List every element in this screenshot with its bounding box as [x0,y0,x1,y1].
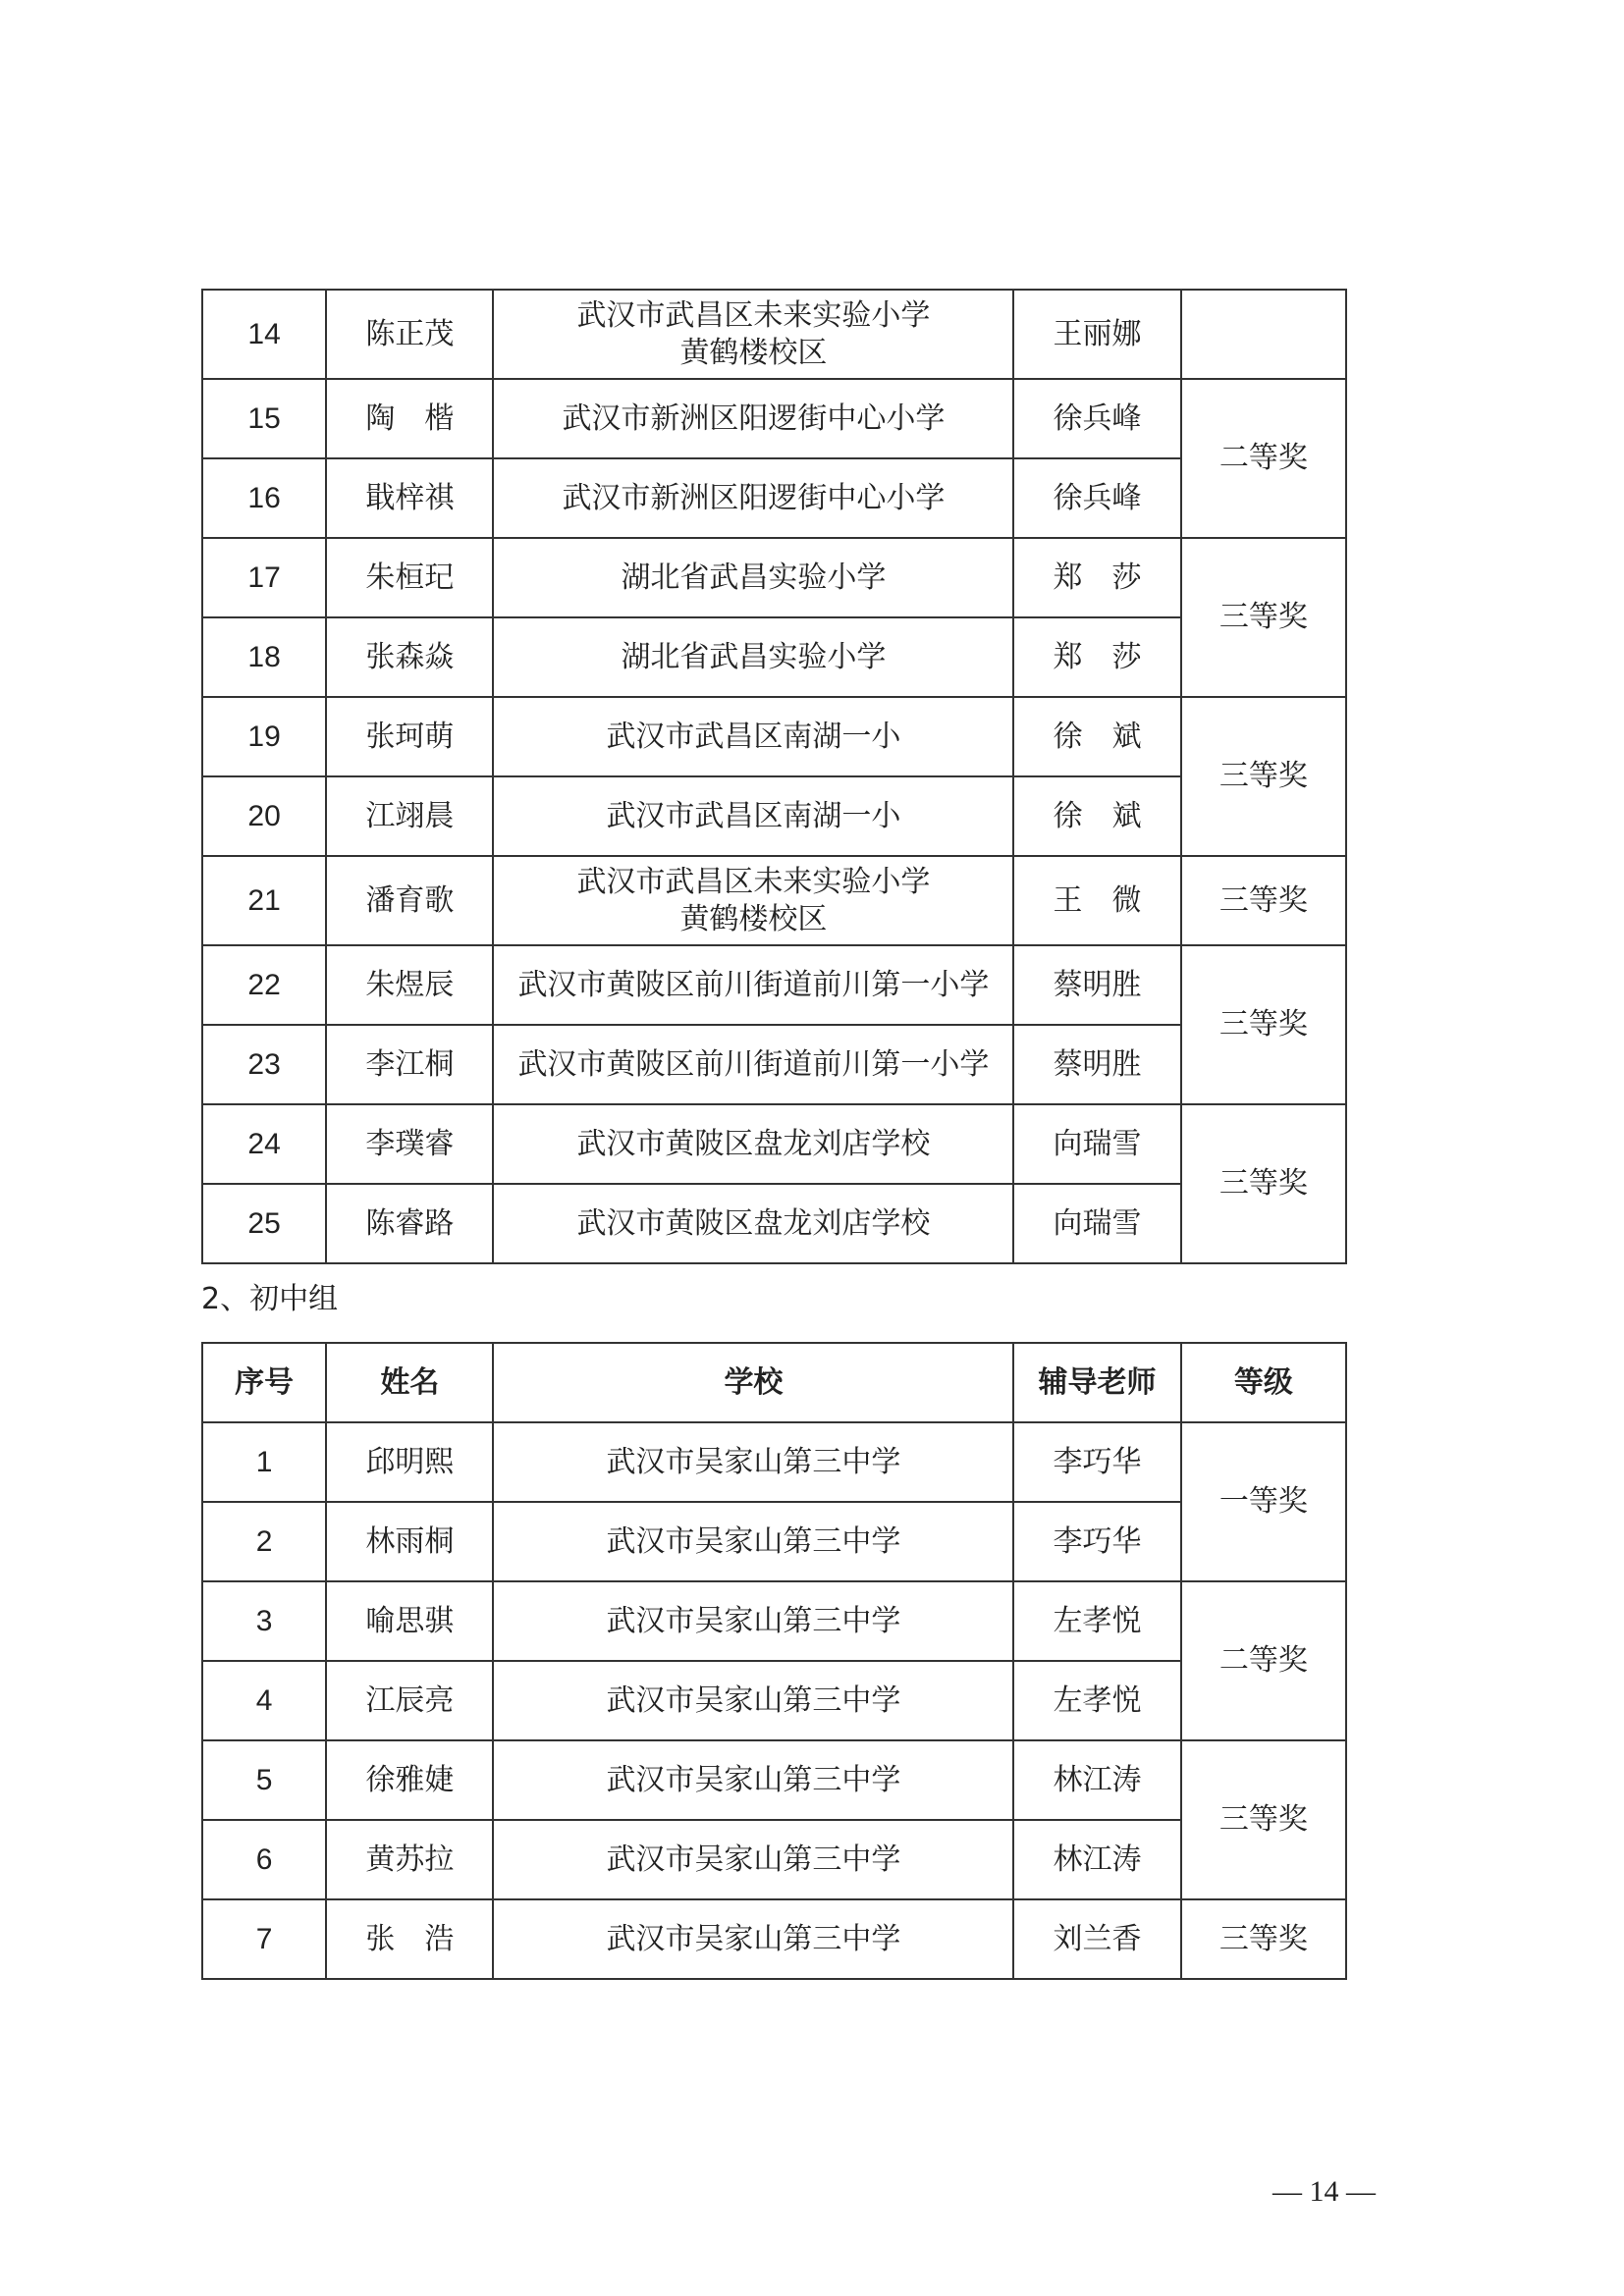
cell-school: 湖北省武昌实验小学 [493,538,1013,617]
table-row [202,1581,1346,1661]
cell-school: 武汉市黄陂区盘龙刘店学校 [493,1184,1013,1263]
cell-school: 武汉市新洲区阳逻街中心小学 [493,379,1013,458]
cell-school: 武汉市吴家山第三中学 [493,1422,1013,1502]
cell-no: 20 [202,776,326,856]
table-row [202,697,1346,776]
table-row [202,1820,1346,1899]
cell-name: 黄苏拉 [326,1820,493,1899]
cell-school: 武汉市吴家山第三中学 [493,1899,1013,1979]
table-row [202,290,1346,379]
header-name: 姓名 [326,1343,493,1422]
cell-name: 张 浩 [326,1899,493,1979]
cell-school: 武汉市吴家山第三中学 [493,1820,1013,1899]
cell-no: 7 [202,1899,326,1979]
cell-school: 武汉市武昌区未来实验小学 黄鹤楼校区 [493,856,1013,945]
table-row [202,1104,1346,1184]
cell-school: 武汉市吴家山第三中学 [493,1740,1013,1820]
cell-school: 武汉市吴家山第三中学 [493,1661,1013,1740]
table-row [202,1184,1346,1263]
cell-no: 24 [202,1104,326,1184]
cell-teacher: 王丽娜 [1013,290,1180,379]
cell-school: 武汉市黄陂区前川街道前川第一小学 [493,945,1013,1025]
table-row [202,945,1346,1025]
cell-teacher: 徐 斌 [1013,776,1180,856]
table-row [202,1025,1346,1104]
table-row [202,856,1346,945]
cell-teacher: 徐 斌 [1013,697,1180,776]
table-row [202,538,1346,617]
cell-name: 林雨桐 [326,1502,493,1581]
award-table-primary [201,289,1347,1264]
cell-teacher: 林江涛 [1013,1820,1180,1899]
table-row [202,1899,1346,1979]
cell-teacher: 郑 莎 [1013,617,1180,697]
cell-name: 江翊晨 [326,776,493,856]
cell-no: 19 [202,697,326,776]
cell-level: 三等奖 [1181,538,1346,697]
cell-name: 徐雅婕 [326,1740,493,1820]
cell-teacher: 郑 莎 [1013,538,1180,617]
cell-no: 16 [202,458,326,538]
cell-school: 武汉市黄陂区盘龙刘店学校 [493,1104,1013,1184]
cell-no: 3 [202,1581,326,1661]
cell-name: 潘育歌 [326,856,493,945]
cell-teacher: 刘兰香 [1013,1899,1180,1979]
cell-no: 23 [202,1025,326,1104]
cell-level: 一等奖 [1181,1422,1346,1581]
cell-name: 邱明熙 [326,1422,493,1502]
cell-teacher: 徐兵峰 [1013,379,1180,458]
header-level: 等级 [1181,1343,1346,1422]
cell-level: 三等奖 [1181,856,1346,945]
cell-level: 二等奖 [1181,1581,1346,1740]
section-title-junior-high: 2、初中组 [201,1282,339,1316]
cell-name: 戢梓祺 [326,458,493,538]
cell-school: 武汉市武昌区南湖一小 [493,776,1013,856]
cell-no: 5 [202,1740,326,1820]
cell-name: 李江桐 [326,1025,493,1104]
cell-no: 2 [202,1502,326,1581]
cell-teacher: 左孝悦 [1013,1581,1180,1661]
table-row [202,617,1346,697]
cell-school: 武汉市黄陂区前川街道前川第一小学 [493,1025,1013,1104]
cell-no: 15 [202,379,326,458]
cell-name: 江辰亮 [326,1661,493,1740]
table-row [202,1502,1346,1581]
header-teacher: 辅导老师 [1013,1343,1180,1422]
cell-level: 三等奖 [1181,945,1346,1104]
cell-school: 武汉市吴家山第三中学 [493,1502,1013,1581]
table-row [202,1740,1346,1820]
cell-name: 张珂萌 [326,697,493,776]
page-number: — 14 — [1272,2175,1376,2208]
cell-teacher: 徐兵峰 [1013,458,1180,538]
cell-teacher: 向瑞雪 [1013,1184,1180,1263]
cell-name: 陈正茂 [326,290,493,379]
cell-school: 武汉市新洲区阳逻街中心小学 [493,458,1013,538]
cell-name: 张森焱 [326,617,493,697]
cell-teacher: 李巧华 [1013,1502,1180,1581]
cell-name: 朱桓玘 [326,538,493,617]
cell-no: 22 [202,945,326,1025]
cell-level: 二等奖 [1181,379,1346,538]
cell-school: 武汉市吴家山第三中学 [493,1581,1013,1661]
cell-school: 武汉市武昌区南湖一小 [493,697,1013,776]
cell-name: 陈睿路 [326,1184,493,1263]
cell-teacher: 向瑞雪 [1013,1104,1180,1184]
table-row [202,1661,1346,1740]
cell-level: 三等奖 [1181,697,1346,856]
cell-teacher: 李巧华 [1013,1422,1180,1502]
cell-name: 喻思骐 [326,1581,493,1661]
award-table-junior-high [201,1342,1347,1980]
cell-teacher: 林江涛 [1013,1740,1180,1820]
table-row [202,458,1346,538]
table-row [202,776,1346,856]
cell-no: 14 [202,290,326,379]
cell-no: 1 [202,1422,326,1502]
cell-teacher: 王 微 [1013,856,1180,945]
cell-level: 三等奖 [1181,1104,1346,1263]
header-no: 序号 [202,1343,326,1422]
cell-level: 三等奖 [1181,1899,1346,1979]
cell-name: 朱煜辰 [326,945,493,1025]
cell-no: 4 [202,1661,326,1740]
cell-school: 湖北省武昌实验小学 [493,617,1013,697]
table-row [202,379,1346,458]
cell-no: 17 [202,538,326,617]
table-row [202,1422,1346,1502]
header-school: 学校 [493,1343,1013,1422]
cell-no: 25 [202,1184,326,1263]
cell-level [1181,290,1346,379]
cell-name: 李璞睿 [326,1104,493,1184]
cell-teacher: 蔡明胜 [1013,1025,1180,1104]
cell-no: 18 [202,617,326,697]
cell-no: 6 [202,1820,326,1899]
cell-name: 陶 楷 [326,379,493,458]
table-header-row [202,1343,1346,1422]
cell-teacher: 左孝悦 [1013,1661,1180,1740]
cell-level: 三等奖 [1181,1740,1346,1899]
cell-no: 21 [202,856,326,945]
cell-teacher: 蔡明胜 [1013,945,1180,1025]
cell-school: 武汉市武昌区未来实验小学 黄鹤楼校区 [493,290,1013,379]
